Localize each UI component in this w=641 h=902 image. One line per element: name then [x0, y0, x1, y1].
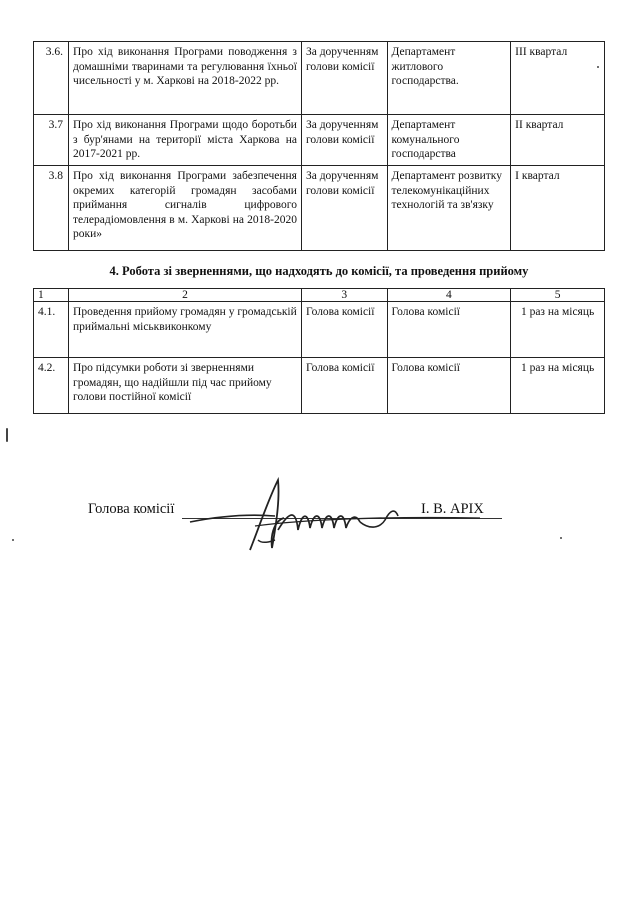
row-basis: За дорученням голови комісії: [301, 42, 387, 115]
row-description: Про хід виконання Програми забезпечення окремих категорій громадян засобами приймання сигналів цифрового телерадіомовлення в м. Харкові на 2018-2020 роки»: [69, 166, 302, 251]
signatory-name: І. В. АРІХ: [421, 501, 484, 517]
table-row: [34, 115, 605, 166]
row-description: Проведення прийому громадян у громадській приймальні міськвиконкому: [69, 302, 302, 358]
row-basis: За дорученням голови комісії: [301, 166, 387, 251]
column-header: 2: [69, 289, 302, 302]
row-term: 1 раз на місяць: [511, 358, 605, 414]
row-number: 3.8: [34, 166, 69, 251]
row-term: ІІІ квартал: [511, 42, 605, 115]
plan-table-section4: [33, 288, 605, 414]
scan-speck: [12, 539, 14, 541]
row-responsible: Департамент комунального господарства: [387, 115, 511, 166]
scan-speck: [597, 66, 599, 68]
row-number: 3.7: [34, 115, 69, 166]
row-number: 4.1.: [34, 302, 69, 358]
table-row: [34, 358, 605, 414]
scan-speck: [6, 428, 8, 442]
column-header: 5: [511, 289, 605, 302]
row-term: 1 раз на місяць: [511, 302, 605, 358]
row-number: 4.2.: [34, 358, 69, 414]
column-header: 1: [34, 289, 69, 302]
signature-label: Голова комісії: [88, 501, 175, 517]
row-responsible: Департамент житлового господарства.: [387, 42, 511, 115]
row-term: І квартал: [511, 166, 605, 251]
column-header: 3: [301, 289, 387, 302]
table-header-row: [34, 289, 605, 302]
table-row: [34, 166, 605, 251]
row-description: Про хід виконання Програми поводження з домашніми тваринами та регулювання їхньої чисельності у м. Харкові на 2018-2022 рр.: [69, 42, 302, 115]
section-title: 4. Робота зі зверненнями, що надходять до комісії, та проведення прийому: [109, 264, 529, 278]
row-description: Про хід виконання Програми щодо боротьби з бур'янами на території міста Харкова на 2017-2021 рр.: [69, 115, 302, 166]
row-basis: За дорученням голови комісії: [301, 115, 387, 166]
table-row: [34, 42, 605, 115]
scan-speck: [560, 537, 562, 539]
plan-table-section3: [33, 41, 605, 251]
table-row: [34, 302, 605, 358]
row-responsible: Голова комісії: [387, 302, 511, 358]
row-responsible: Департамент розвитку телекомунікаційних технологій та зв'язку: [387, 166, 511, 251]
row-description: Про підсумки роботи зі зверненнями громадян, що надійшли під час прийому голови постійної комісії: [69, 358, 302, 414]
column-header: 4: [387, 289, 511, 302]
row-number: 3.6.: [34, 42, 69, 115]
row-responsible: Голова комісії: [387, 358, 511, 414]
row-basis: Голова комісії: [301, 302, 387, 358]
row-term: ІІ квартал: [511, 115, 605, 166]
row-basis: Голова комісії: [301, 358, 387, 414]
